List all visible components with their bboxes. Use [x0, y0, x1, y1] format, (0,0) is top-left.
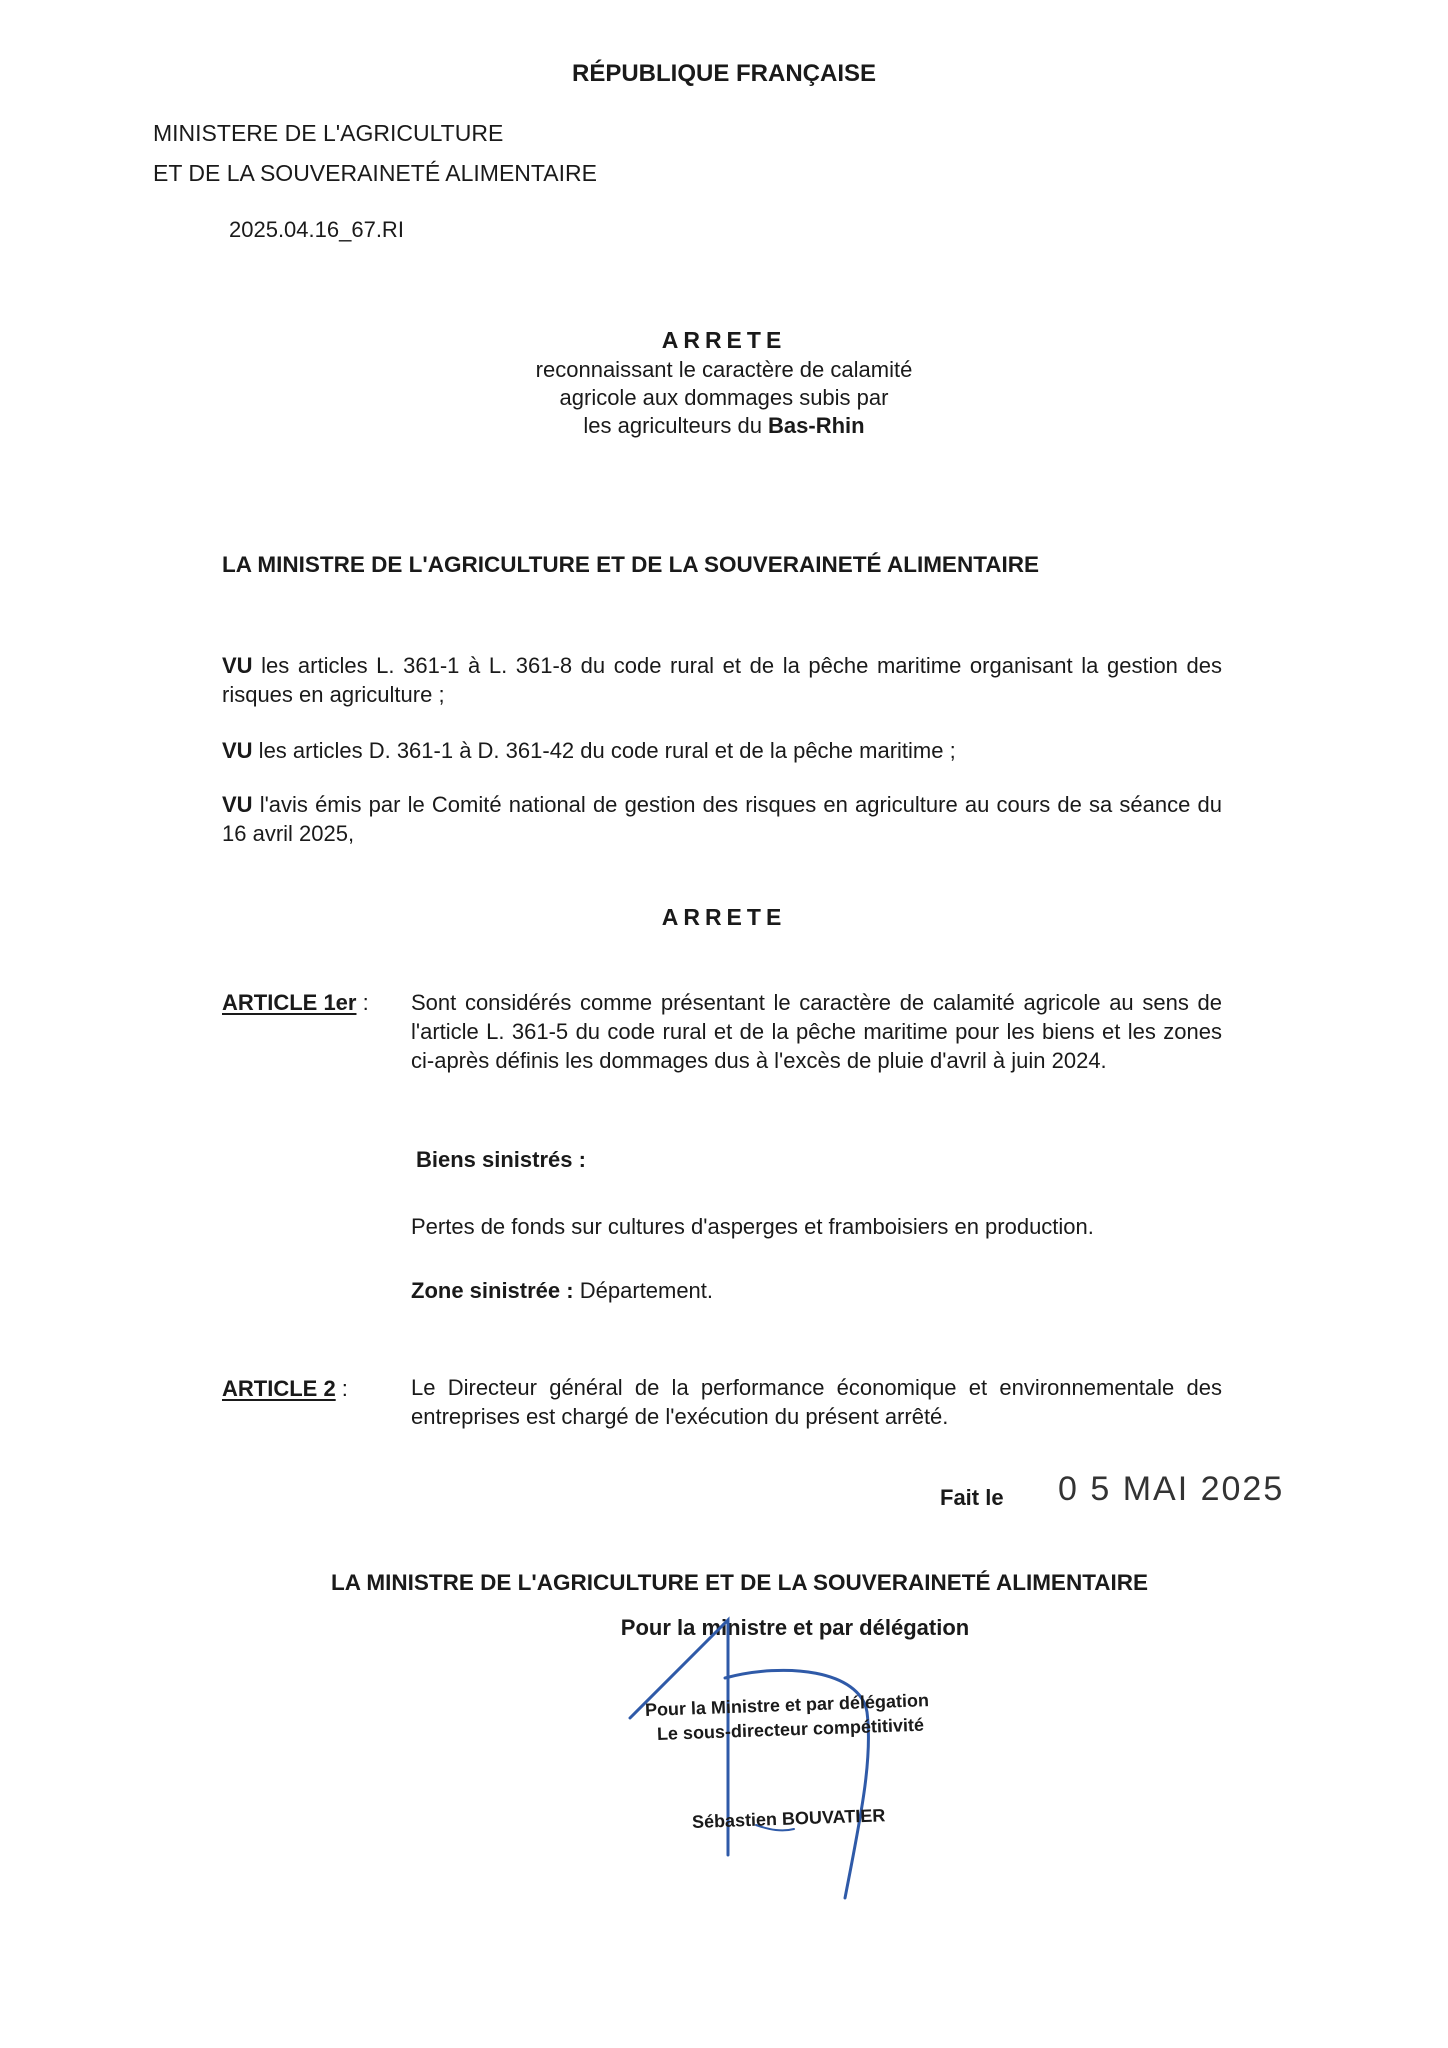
- vu-label: VU: [222, 738, 253, 763]
- vu-paragraph-1: [222, 651, 1222, 709]
- authority-heading: LA MINISTRE DE L'AGRICULTURE ET DE LA SOUVERAINETÉ ALIMENTAIRE: [222, 552, 1040, 577]
- signature-authority: LA MINISTRE DE L'AGRICULTURE ET DE LA SOUVERAINETÉ ALIMENTAIRE: [331, 1570, 1149, 1595]
- date-stamp: 0 5 MAI 2025: [1058, 1470, 1285, 1508]
- biens-sinistres-label: Biens sinistrés :: [416, 1147, 586, 1172]
- article-2-colon: :: [335, 1376, 348, 1401]
- zone-sinistree: [411, 1278, 713, 1304]
- article-2-label: ARTICLE 2: [222, 1376, 336, 1401]
- title-heading: ARRETE: [661, 327, 787, 353]
- vu-text: l'avis émis par le Comité national de gestion des risques en agriculture au cours de sa séance du 16 avril 2025,: [222, 792, 1222, 846]
- fait-le-label: Fait le: [940, 1485, 1004, 1510]
- biens-sinistres-text: Pertes de fonds sur cultures d'asperges et framboisiers en production.: [411, 1214, 1094, 1239]
- article-1-colon: :: [356, 990, 369, 1015]
- vu-text: les articles D. 361-1 à D. 361-42 du code rural et de la pêche maritime ;: [252, 738, 956, 763]
- title-block: [474, 356, 974, 440]
- decree-heading: ARRETE: [661, 904, 787, 930]
- article-2-text: Le Directeur général de la performance économique et environnementale des entreprises est chargé de l'exécution du présent arrêté.: [411, 1375, 1222, 1429]
- vu-paragraph-2: [222, 736, 1222, 765]
- title-line-3: [474, 412, 974, 440]
- title-line-3-prefix: les agriculteurs du: [583, 413, 769, 438]
- republic-heading: RÉPUBLIQUE FRANÇAISE: [571, 60, 877, 87]
- vu-paragraph-3: [222, 790, 1222, 848]
- title-line-2: agricole aux dommages subis par: [559, 385, 889, 410]
- handwritten-signature-graphic: [560, 1600, 980, 1920]
- vu-label: VU: [222, 792, 253, 817]
- zone-sinistree-label: Zone sinistrée :: [411, 1278, 580, 1303]
- reference-number: 2025.04.16_67.RI: [229, 217, 404, 242]
- article-1-label: ARTICLE 1er: [222, 990, 357, 1015]
- zone-sinistree-text: Département.: [579, 1278, 714, 1303]
- article-1-label-group: [222, 990, 369, 1016]
- delegation-line: Pour la ministre et par délégation: [620, 1615, 970, 1640]
- article-1-text: Sont considérés comme présentant le caractère de calamité agricole au sens de l'article L. 361-5 du code rural et de la pêche maritime pour les biens et les zones ci-après définis les dommages dus à l'excès de pluie d'avril à juin 2024.: [411, 990, 1222, 1073]
- title-line-1: reconnaissant le caractère de calamité: [535, 357, 913, 382]
- ministry-line-1: MINISTERE DE L'AGRICULTURE: [153, 120, 504, 146]
- vu-label: VU: [222, 653, 253, 678]
- stamp-line-2: Le sous-directeur compétitivité: [656, 1714, 925, 1744]
- vu-text: les articles L. 361-1 à L. 361-8 du code rural et de la pêche maritime organisant la gestion des risques en agriculture ;: [222, 653, 1222, 707]
- signer-name: Sébastien BOUVATIER: [691, 1805, 886, 1832]
- stamp-line-1: Pour la Ministre et par délégation: [644, 1690, 930, 1720]
- department-name: Bas-Rhin: [768, 413, 865, 438]
- article-2-label-group: [222, 1376, 348, 1402]
- ministry-line-2: ET DE LA SOUVERAINETÉ ALIMENTAIRE: [153, 160, 597, 186]
